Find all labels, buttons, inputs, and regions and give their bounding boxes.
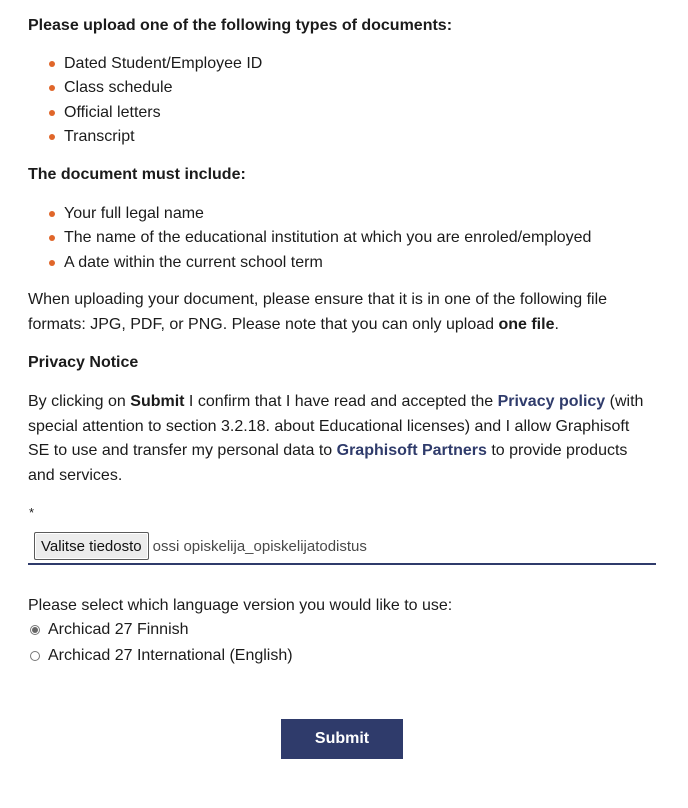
list-item: Class schedule: [28, 76, 658, 100]
radio-selected-icon[interactable]: [30, 625, 40, 635]
privacy-heading: Privacy Notice: [28, 354, 139, 371]
bullet-icon: [49, 61, 55, 67]
list-item: A date within the current school term: [28, 251, 658, 275]
list-item: Dated Student/Employee ID: [28, 52, 658, 76]
privacy-policy-link[interactable]: Privacy policy: [497, 393, 606, 410]
must-include-heading: The document must include:: [28, 166, 246, 183]
bullet-icon: [49, 235, 55, 241]
language-prompt: Please select which language version you would like to use:: [28, 597, 453, 614]
bullet-icon: [49, 211, 55, 217]
list-item: Transcript: [28, 125, 658, 149]
list-item: Your full legal name: [28, 202, 658, 226]
graphisoft-partners-link[interactable]: Graphisoft Partners: [336, 442, 487, 459]
selected-file-name: ossi opiskelija_opiskelijatodistus: [152, 537, 367, 555]
must-include-list: [28, 202, 658, 275]
choose-file-button[interactable]: Valitse tiedosto: [34, 532, 149, 560]
upload-types-heading: Please upload one of the following types of documents:: [28, 17, 453, 34]
bullet-icon: [49, 85, 55, 91]
upload-types-list: [28, 52, 658, 149]
list-item: Official letters: [28, 101, 658, 125]
bullet-icon: [49, 110, 55, 116]
list-item: The name of the educational institution at which you are enroled/employed: [28, 226, 658, 250]
submit-button[interactable]: Submit: [281, 719, 403, 759]
file-format-note: When uploading your document, please ensure that it is in one of the following file formats: JPG, PDF, or PNG. Please note that you can only upload one file.: [28, 291, 608, 333]
bullet-icon: [49, 260, 55, 266]
radio-unselected-icon[interactable]: [30, 651, 40, 661]
bullet-icon: [49, 134, 55, 140]
required-marker: *: [29, 505, 35, 520]
language-option-international[interactable]: Archicad 27 International (English): [28, 643, 293, 669]
language-option-finnish[interactable]: Archicad 27 Finnish: [28, 617, 189, 643]
privacy-text: By clicking on Submit I confirm that I have read and accepted the Privacy policy (with special attention to section 3.2.18. about Educational licenses) and I allow Graphisoft SE to use and transfer my personal data to Graphisoft Partners to provide products and services.: [28, 393, 644, 484]
file-upload-field: [28, 529, 656, 565]
